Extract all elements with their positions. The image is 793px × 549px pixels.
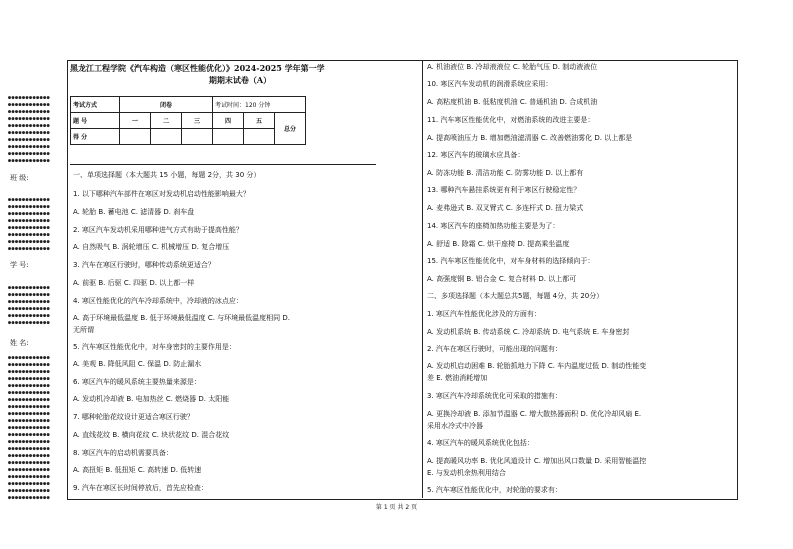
question-line: A. 自然吸气 B. 涡轮增压 C. 机械增压 D. 复合增压 <box>73 243 230 251</box>
question-number-label: 题 号 <box>71 113 120 129</box>
total-score-label: 总分 <box>275 113 306 145</box>
question-line: 二、多项选择题（本大题总共5题，每题 4分，共 20分） <box>427 292 604 300</box>
question-line: A. 舒适 B. 除霜 C. 烘干座椅 D. 提高乘坐温度 <box>427 240 570 248</box>
question-line: E. 与发动机余热利用结合 <box>427 469 506 477</box>
question-line: A. 高扭矩 B. 低扭矩 C. 高转速 D. 低转速 <box>73 466 202 474</box>
section-rule <box>70 164 376 165</box>
section-header: 三 <box>182 113 213 129</box>
section-header: 二 <box>151 113 182 129</box>
question-line: 1. 以下哪种汽车部件在寒区对发动机启动性能影响最大？ <box>73 190 250 198</box>
question-line: A. 提高暖风功率 B. 优化风道设计 C. 增加出风口数量 D. 采用智能温控 <box>427 457 647 465</box>
question-line: A. 防冻功能 B. 清洁功能 C. 防雾功能 D. 以上都有 <box>427 169 584 177</box>
question-line: 无所谓 <box>73 326 94 334</box>
class-label: 班 级: <box>10 174 29 182</box>
question-line: A. 高强度钢 B. 铝合金 C. 复合材料 D. 以上都可 <box>427 275 577 283</box>
exam-format-label: 考试方式 <box>71 97 120 113</box>
section-header: 五 <box>244 113 275 129</box>
question-line: 10. 寒区汽车发动机的润滑系统应采用： <box>427 80 553 88</box>
score-cell[interactable] <box>151 129 182 145</box>
question-line: 12. 寒区汽车的玻璃水应具备： <box>427 151 525 159</box>
question-line: 3. 寒区汽车冷却系统优化可采取的措施有： <box>427 392 562 400</box>
score-cell[interactable] <box>244 129 275 145</box>
question-line: A. 前驱 B. 后驱 C. 四驱 D. 以上都一样 <box>73 279 195 287</box>
question-line: A. 直线花纹 B. 横向花纹 C. 块状花纹 D. 混合花纹 <box>73 431 230 439</box>
question-line: A. 更换冷却液 B. 添加节温器 C. 增大散热器面积 D. 优化冷却风扇 E. <box>427 410 642 418</box>
question-line: 一、单项选择题（本大题共 15 小题，每题 2分，共 30 分） <box>73 171 261 179</box>
student-id-label: 学 号: <box>10 261 29 269</box>
score-cell[interactable] <box>120 129 151 145</box>
question-line: A. 高粘度机油 B. 低粘度机油 C. 普通机油 D. 合成机油 <box>427 98 598 106</box>
name-label: 姓 名: <box>10 339 29 347</box>
question-line: 2. 汽车在寒区行驶时，可能出现的问题有： <box>427 345 562 353</box>
question-line: A. 机油液位 B. 冷却液液位 C. 轮胎气压 D. 制动液液位 <box>427 63 598 71</box>
question-line: 4. 寒区汽车的暖风系统优化包括： <box>427 439 534 447</box>
question-line: 5. 汽车寒区性能优化中，对车身密封的主要作用是： <box>73 343 236 351</box>
exam-subtitle: 期期末试卷（A） <box>208 75 272 85</box>
question-line: 1. 寒区汽车性能优化涉及的方面有： <box>427 310 541 318</box>
question-line: 5. 汽车寒区性能优化中，对轮胎的要求有： <box>427 486 562 494</box>
question-line: A. 发动机启动困难 B. 轮胎抓地力下降 C. 车内温度过低 D. 制动性能变 <box>427 362 647 370</box>
question-line: A. 发动机系统 B. 传动系统 C. 冷却系统 D. 电气系统 E. 车身密封 <box>427 328 630 336</box>
question-line: A. 高于环境最低温度 B. 低于环境最低温度 C. 与环境最低温度相同 D. <box>73 314 290 322</box>
exam-title: 黑龙江工程学院《汽车构造（寒区性能优化）》2024-2025 学年第一学 <box>70 63 325 73</box>
question-line: 8. 寒区汽车的启动机需要具备： <box>73 449 173 457</box>
binding-dots: ●●●●●●●●●●●● ●●●●●●●●●●●● ●●●●●●●●●●●● ●●●●●●●●●●●● ●●●●●●●●●●●● ●●●●●●●●●●●● ●●●●●●●●●●●● ●●●●●●●●●●●● <box>8 197 51 252</box>
score-cell[interactable] <box>213 129 244 145</box>
page-footer: 第 1 页 共 2 页 <box>375 504 418 511</box>
question-line: 9. 汽车在寒区长时间停放后，首先应检查： <box>73 484 208 492</box>
question-line: 7. 哪种轮胎花纹设计更适合寒区行驶？ <box>73 413 194 421</box>
question-line: 14. 寒区汽车的座椅加热功能主要是为了： <box>427 222 560 230</box>
question-line: 4. 寒区性能优化的汽车冷却系统中，冷却液的冰点应： <box>73 297 243 305</box>
section-header: 一 <box>120 113 151 129</box>
score-cell[interactable] <box>182 129 213 145</box>
question-line: 差 E. 燃油消耗增加 <box>427 374 488 382</box>
binding-dots: ●●●●●●●●●●●● ●●●●●●●●●●●● ●●●●●●●●●●●● ●●●●●●●●●●●● ●●●●●●●●●●●● ●●●●●●●●●●●● <box>8 285 51 326</box>
exam-format-value: 闭卷 <box>120 97 213 113</box>
question-line: A. 轮胎 B. 蓄电池 C. 滤清器 D. 刹车盘 <box>73 208 195 216</box>
score-table <box>70 96 306 145</box>
question-line: 采用水冷式中冷器 <box>427 422 483 430</box>
question-line: 15. 汽车寒区性能优化中，对车身材料的选择倾向于： <box>427 257 595 265</box>
binding-dots: ●●●●●●●●●●●● ●●●●●●●●●●●● ●●●●●●●●●●●● ●●●●●●●●●●●● ●●●●●●●●●●●● ●●●●●●●●●●●● ●●●●●●●●●●●● ●●●●●●●●●●●● ●●●●●●●●●●●● ●●●●●●●●●●●● <box>8 95 51 164</box>
question-line: 2. 寒区汽车发动机采用哪种进气方式有助于提高性能？ <box>73 226 243 234</box>
question-line: A. 美观 B. 降低风阻 C. 保温 D. 防止漏水 <box>73 360 202 368</box>
question-line: 6. 寒区汽车的暖风系统主要热量来源是： <box>73 378 201 386</box>
section-header: 四 <box>213 113 244 129</box>
column-divider <box>422 60 423 498</box>
question-line: A. 发动机冷却液 B. 电加热丝 C. 燃烧器 D. 太阳能 <box>73 395 230 403</box>
question-line: 11. 汽车寒区性能优化中，对燃油系统的改进主要是： <box>427 116 595 124</box>
exam-time: 考试时间：120 分钟 <box>213 97 306 113</box>
question-line: A. 麦弗逊式 B. 双叉臂式 C. 多连杆式 D. 扭力梁式 <box>427 204 584 212</box>
binding-dots: ●●●●●●●●●●●● ●●●●●●●●●●●● ●●●●●●●●●●●● ●●●●●●●●●●●● ●●●●●●●●●●●● ●●●●●●●●●●●● ●●●●●●●●●●●● ●●●●●●●●●●●● ●●●●●●●●●●●● ●●●●●●●●●●●● ●●●●●●●●●●●● ●●●●●●●●●●●● ●●●●●●●●●●●● ●●●●●●●●●●●● ●●●●●●●●●●●● ●●●●●●●●●●●● ●●●●●●●●●●●● ●●●●●●●●●●●● ●●●●●●●●●●●● ●●●●●●●●●●●● ●●●●●●●●●●●● <box>8 355 51 501</box>
question-line: A. 提高喷油压力 B. 增加燃油滤清器 C. 改善燃油雾化 D. 以上都是 <box>427 134 633 142</box>
score-label: 得 分 <box>71 129 120 145</box>
question-line: 3. 汽车在寒区行驶时，哪种传动系统更适合？ <box>73 261 215 269</box>
question-line: 13. 哪种汽车悬挂系统更有利于寒区行驶稳定性？ <box>427 186 581 194</box>
